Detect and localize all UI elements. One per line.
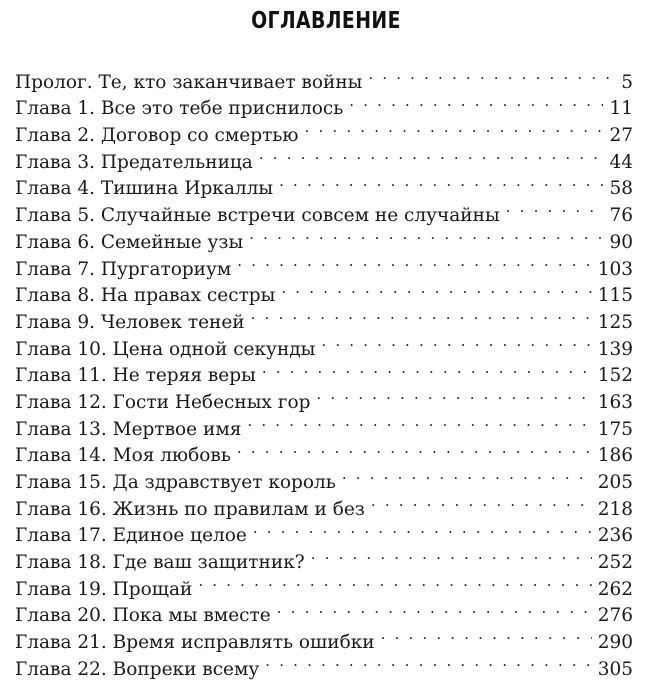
toc-entry[interactable] xyxy=(15,61,633,93)
toc-entry-page-number: 27 xyxy=(603,123,633,150)
toc-entry-title: Глава 8. На правах сестры xyxy=(15,283,281,310)
toc-entry-title: Глава 14. Моя любовь xyxy=(15,443,237,470)
toc-entry-title: Глава 15. Да здравствует король xyxy=(15,470,342,497)
toc-entry-page-number: 103 xyxy=(592,257,633,284)
toc-entry-title: Глава 11. Не теряя веры xyxy=(15,363,262,390)
toc-entry-page-number: 175 xyxy=(592,417,633,444)
dot-leader xyxy=(316,381,591,408)
dot-leader xyxy=(198,568,591,595)
page-title: ОГЛАВЛЕНИЕ xyxy=(251,8,401,34)
toc-entry-page-number: 152 xyxy=(592,363,633,390)
dot-leader xyxy=(281,275,591,302)
toc-entry-page-number: 186 xyxy=(592,443,633,470)
toc-entry-title: Глава 5. Случайные встречи совсем не случайны xyxy=(15,203,506,230)
toc-entry-title: Глава 3. Предательница xyxy=(15,150,259,177)
dot-leader xyxy=(368,61,615,88)
toc-entry-title: Глава 12. Гости Небесных гор xyxy=(15,390,316,417)
toc-entry-page-number: 125 xyxy=(592,310,633,337)
toc-entry-title: Глава 6. Семейные узы xyxy=(15,230,249,257)
toc-entry-page-number: 276 xyxy=(592,603,633,630)
dot-leader xyxy=(311,541,592,568)
dot-leader xyxy=(251,301,592,328)
toc-entry-page-number: 5 xyxy=(615,70,633,97)
toc-entry-page-number: 115 xyxy=(592,283,633,310)
toc-entry-title: Глава 2. Договор со смертью xyxy=(15,123,305,150)
toc-entry-page-number: 58 xyxy=(603,176,633,203)
toc-entry-page-number: 205 xyxy=(592,470,633,497)
toc-entry-title: Глава 7. Пургаториум xyxy=(15,257,237,284)
dot-leader xyxy=(259,141,604,168)
toc-entry-page-number: 163 xyxy=(592,390,633,417)
toc-entry-title: Глава 13. Мертвое имя xyxy=(15,417,247,444)
toc-entry-page-number: 262 xyxy=(592,577,633,604)
toc-entry-title: Глава 22. Вопреки всему xyxy=(15,657,265,684)
toc-entry-title: Глава 1. Все это тебе приснилось xyxy=(15,96,349,123)
dot-leader xyxy=(371,488,592,515)
dot-leader xyxy=(321,328,591,355)
dot-leader xyxy=(279,168,603,195)
toc-entry-page-number: 44 xyxy=(603,150,633,177)
toc-entry-title: Глава 17. Единое целое xyxy=(15,523,253,550)
toc-entry-page-number: 305 xyxy=(592,657,633,684)
dot-leader xyxy=(506,194,604,221)
toc-entry-title: Глава 4. Тишина Иркаллы xyxy=(15,176,279,203)
toc-entry-page-number: 252 xyxy=(592,550,633,577)
toc-entry-page-number: 139 xyxy=(592,337,633,364)
dot-leader xyxy=(342,461,592,488)
dot-leader xyxy=(262,355,592,382)
dot-leader xyxy=(237,435,592,462)
dot-leader xyxy=(253,515,592,542)
dot-leader xyxy=(349,88,603,115)
dot-leader xyxy=(277,595,592,622)
dot-leader xyxy=(305,114,604,141)
toc-entry-page-number: 218 xyxy=(592,497,633,524)
toc-entry-page-number: 236 xyxy=(592,523,633,550)
toc-entry-title: Пролог. Те, кто заканчивает войны xyxy=(15,70,368,97)
toc-entry-title: Глава 20. Пока мы вместе xyxy=(15,603,277,630)
toc-entry-title: Глава 21. Время исправлять ошибки xyxy=(15,630,381,657)
toc-entry-title: Глава 9. Человек теней xyxy=(15,310,251,337)
toc-entry-page-number: 11 xyxy=(603,96,633,123)
dot-leader xyxy=(265,648,591,675)
dot-leader xyxy=(237,248,591,275)
dot-leader xyxy=(381,621,592,648)
toc-entry-title: Глава 16. Жизнь по правилам и без xyxy=(15,497,371,524)
toc-entry-page-number: 76 xyxy=(603,203,633,230)
toc-entry-title: Глава 10. Цена одной секунды xyxy=(15,337,321,364)
dot-leader xyxy=(249,221,603,248)
toc-entry-page-number: 290 xyxy=(592,630,633,657)
dot-leader xyxy=(247,408,591,435)
toc-entry-title: Глава 18. Где ваш защитник? xyxy=(15,550,311,577)
table-of-contents xyxy=(15,61,633,680)
toc-entry-title: Глава 19. Прощай xyxy=(15,577,198,604)
toc-entry-page-number: 90 xyxy=(603,230,633,257)
